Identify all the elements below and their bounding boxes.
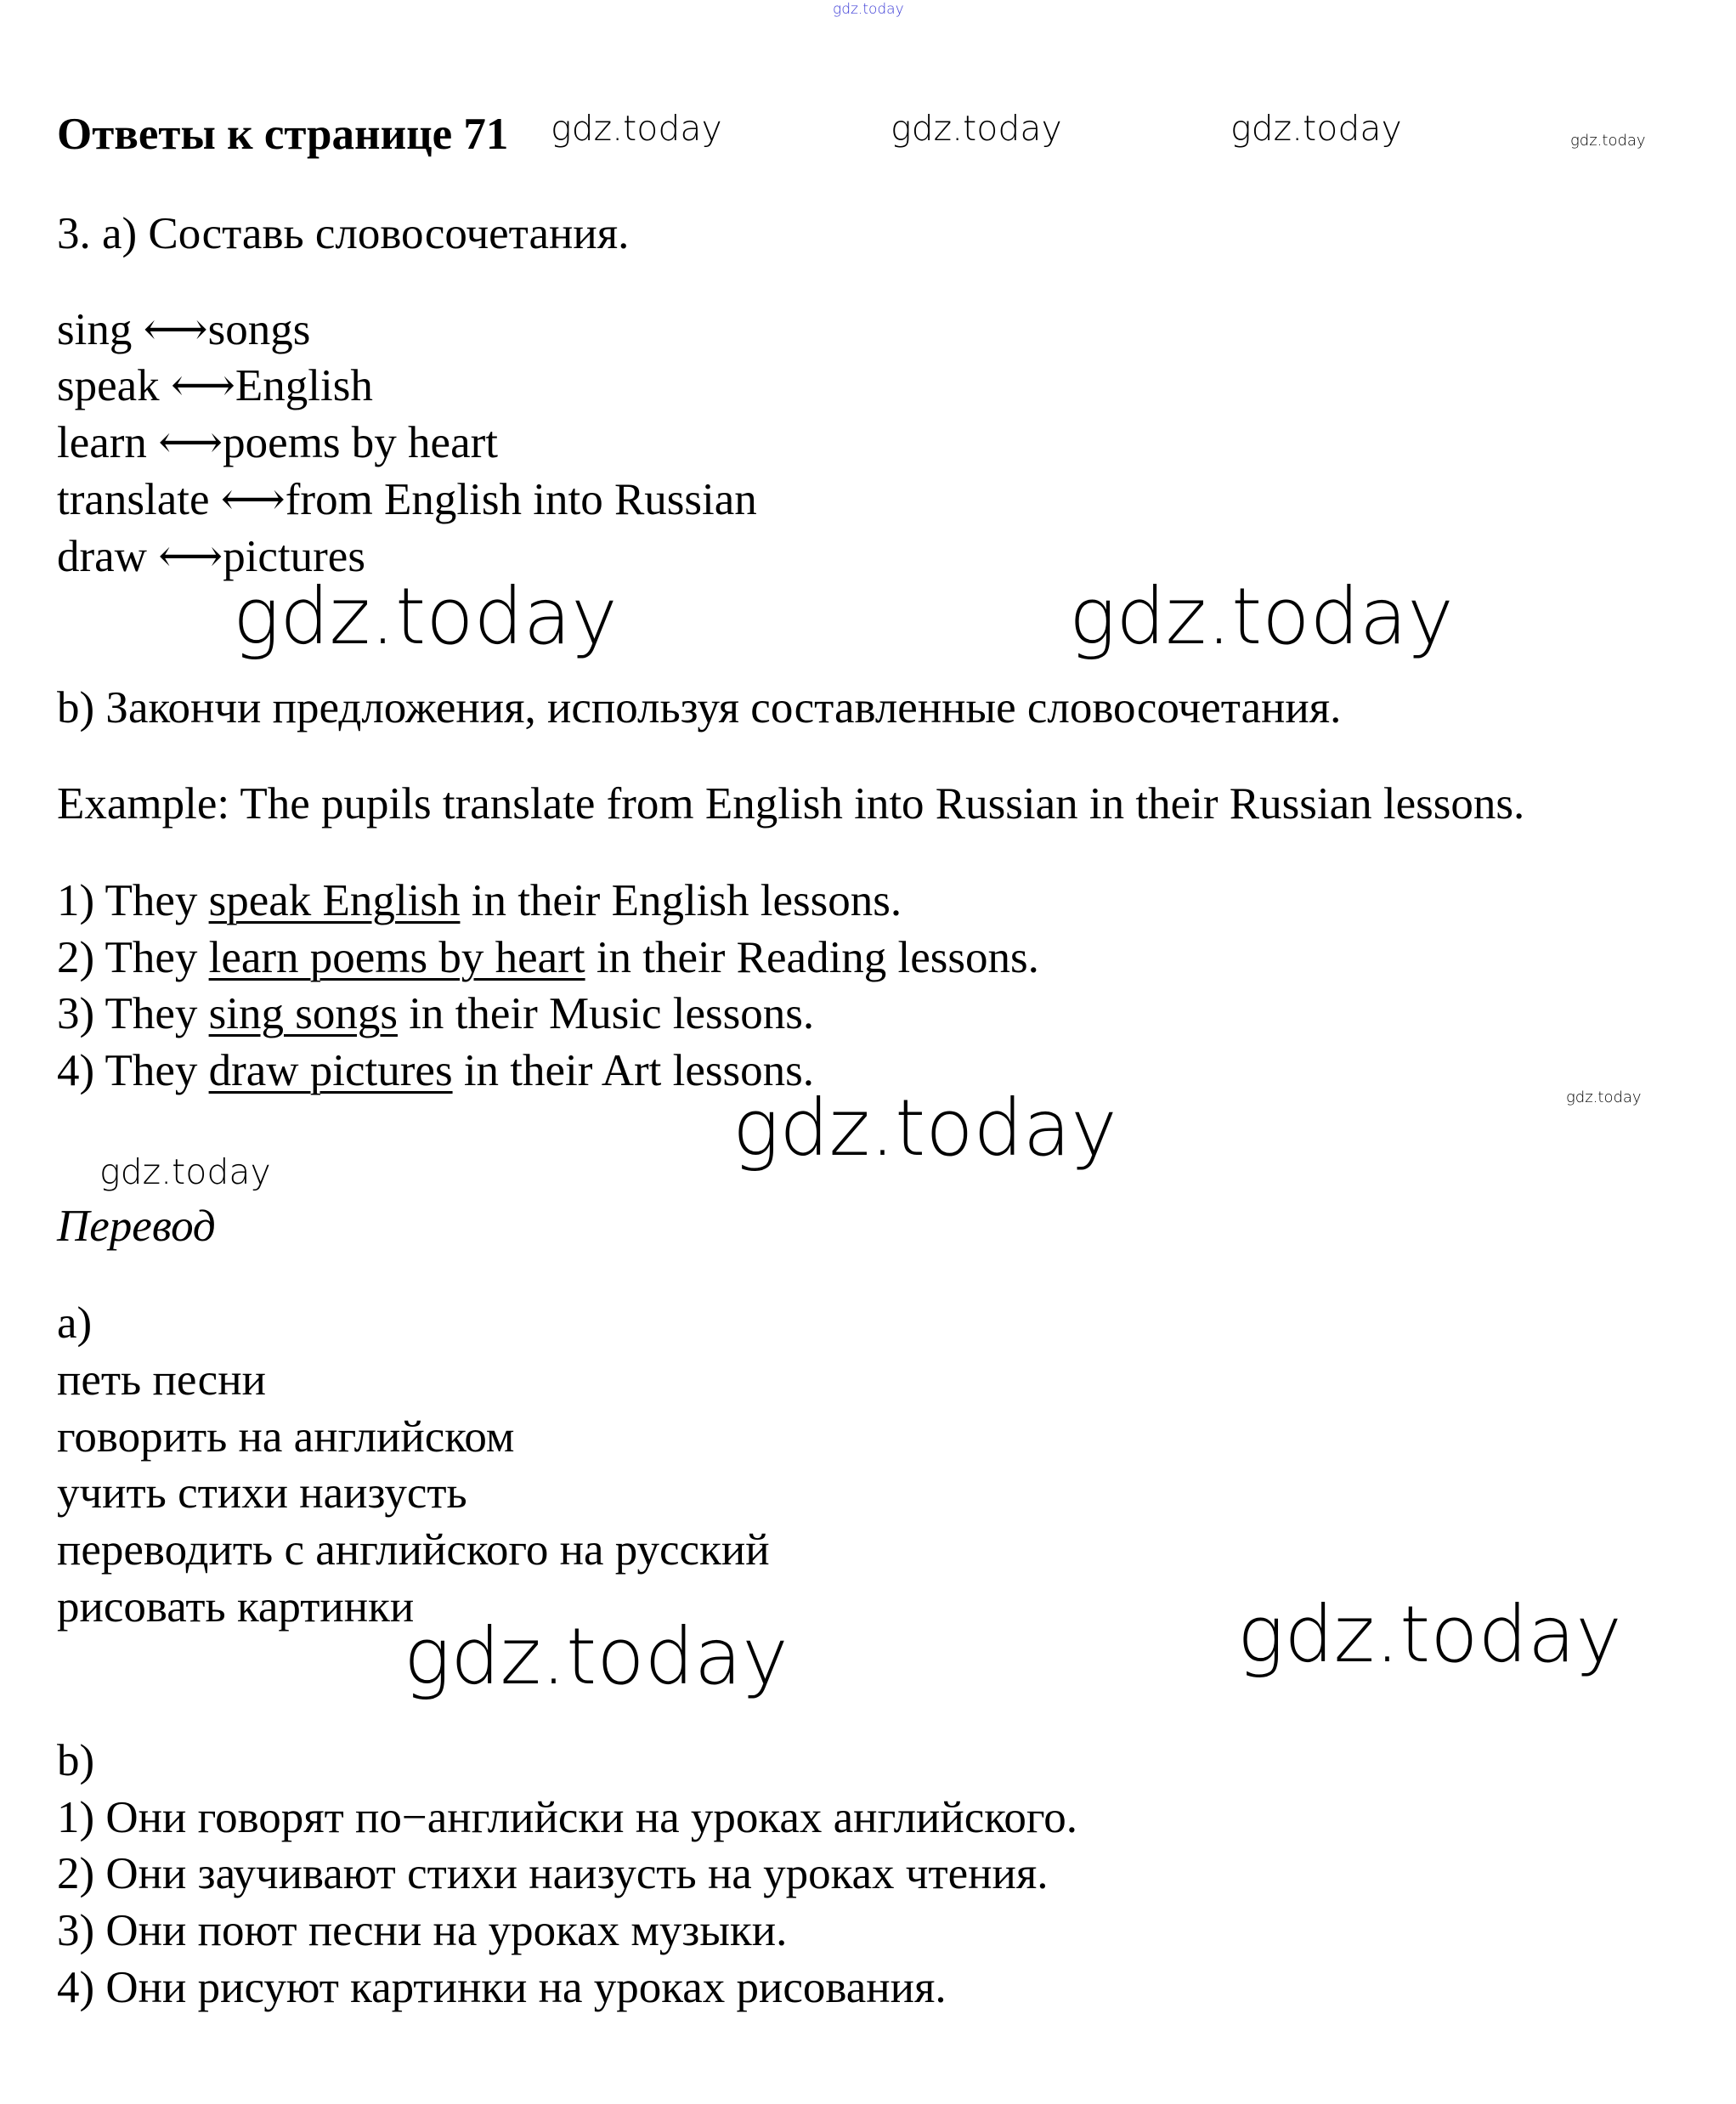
pair-object: pictures xyxy=(223,532,365,581)
pair-verb: speak xyxy=(57,361,171,410)
pair-line xyxy=(57,302,310,358)
pair-verb: sing xyxy=(57,305,144,354)
pair-line xyxy=(57,472,757,528)
watermark-large: gdz.today xyxy=(1237,1589,1622,1680)
sentence-start: 4) They xyxy=(57,1046,209,1095)
sentence-start: 2) They xyxy=(57,933,209,982)
sentence-start: 3) They xyxy=(57,989,209,1038)
watermark-small: gdz.today xyxy=(1566,1089,1642,1106)
pair-verb: learn xyxy=(57,418,159,467)
watermark-header-4: gdz.today xyxy=(1570,132,1646,150)
arrow-icon: ⟷ xyxy=(220,475,286,524)
answer-sentence xyxy=(57,873,902,929)
sentence-end: in their Reading lessons. xyxy=(585,933,1039,982)
pair-object: from English into Russian xyxy=(285,475,757,524)
arrow-icon: ⟷ xyxy=(143,305,208,354)
translation-line: петь песни xyxy=(57,1355,266,1405)
pair-object: songs xyxy=(207,305,311,354)
translation-line: 3) Они поют песни на уроках музыки. xyxy=(57,1906,788,1955)
translation-part-b-label: b) xyxy=(57,1736,95,1785)
pair-verb: draw xyxy=(57,532,159,581)
watermark-header-2: gdz.today xyxy=(891,108,1062,149)
translation-line: рисовать картинки xyxy=(57,1582,415,1632)
sentence-end: in their Music lessons. xyxy=(397,989,815,1038)
answer-phrase: learn poems by heart xyxy=(208,933,585,982)
watermark-large: gdz.today xyxy=(732,1083,1117,1174)
sentence-end: in their English lessons. xyxy=(460,876,902,925)
page-title: Ответы к странице 71 xyxy=(57,110,509,159)
answer-sentence xyxy=(57,930,1039,986)
watermark-header-1: gdz.today xyxy=(551,108,722,149)
pair-line xyxy=(57,415,498,471)
arrow-icon: ⟷ xyxy=(158,418,223,467)
answer-sentence xyxy=(57,986,814,1042)
task-label: 3. а) Составь словосочетания. xyxy=(57,209,630,258)
answer-phrase: draw pictures xyxy=(208,1046,453,1095)
arrow-icon: ⟷ xyxy=(170,361,235,410)
translation-line: учить стихи наизусть xyxy=(57,1468,467,1518)
watermark-large: gdz.today xyxy=(233,571,618,662)
translation-line: 4) Они рисуют картинки на уроках рисования. xyxy=(57,1963,947,2012)
answer-sentence xyxy=(57,1043,814,1099)
sentence-end: in their Art lessons. xyxy=(452,1046,815,1095)
part-b-label: b) Закончи предложения, используя составленные словосочетания. xyxy=(57,683,1342,732)
arrow-icon: ⟷ xyxy=(158,532,223,581)
translation-line: переводить с английского на русский xyxy=(57,1525,770,1575)
answer-phrase: speak English xyxy=(208,876,461,925)
watermark-medium: gdz.today xyxy=(99,1151,271,1192)
watermark-header-3: gdz.today xyxy=(1230,108,1402,149)
translation-line: 1) Они говорят по−английски на уроках английского. xyxy=(57,1793,1077,1842)
pair-line xyxy=(57,358,373,414)
watermark-large: gdz.today xyxy=(404,1611,789,1702)
example-sentence: Example: The pupils translate from English into Russian in their Russian lessons. xyxy=(57,779,1525,829)
answer-phrase: sing songs xyxy=(208,989,398,1038)
translation-part-a-label: а) xyxy=(57,1298,93,1348)
watermark-top: gdz.today xyxy=(833,1,904,18)
pair-verb: translate xyxy=(57,475,221,524)
translation-heading: Перевод xyxy=(57,1202,216,1251)
watermark-large: gdz.today xyxy=(1069,571,1454,662)
translation-line: 2) Они заучивают стихи наизусть на уроках чтения. xyxy=(57,1849,1049,1898)
pair-object: poems by heart xyxy=(223,418,498,467)
sentence-start: 1) They xyxy=(57,876,209,925)
pair-object: English xyxy=(235,361,373,410)
translation-line: говорить на английском xyxy=(57,1412,515,1462)
